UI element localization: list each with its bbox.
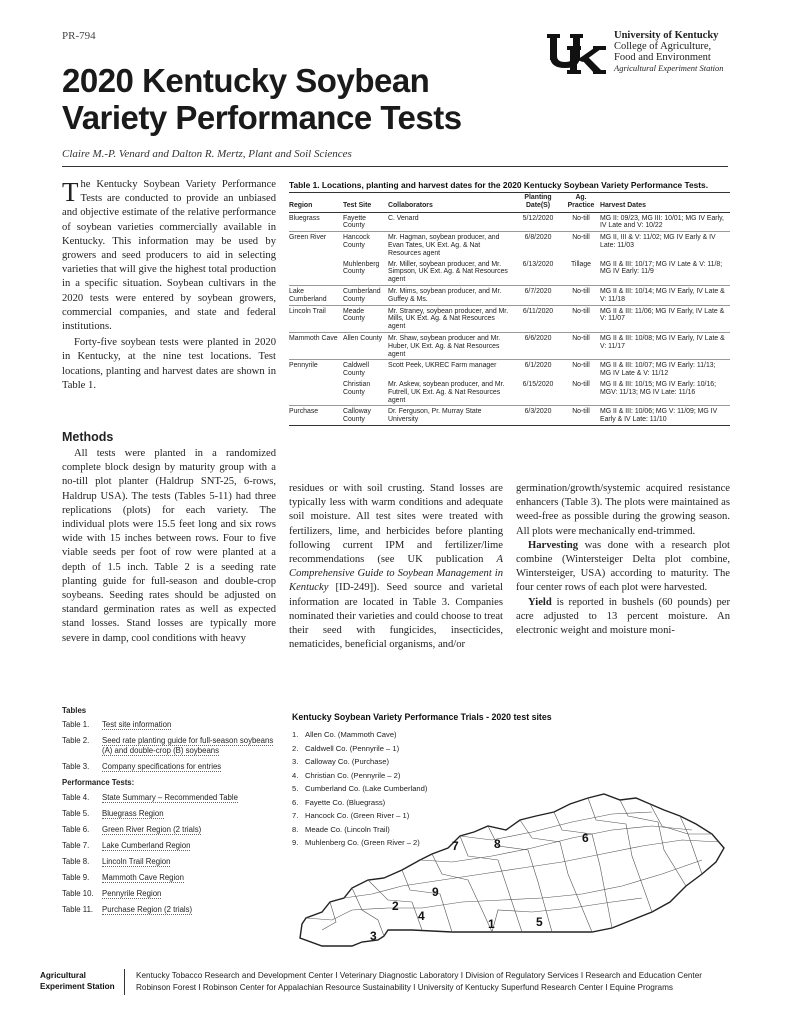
tables-list-item	[62, 736, 276, 756]
table1-header-row	[289, 193, 730, 213]
legend-text: Muhlenberg Co. (Green River – 2)	[305, 838, 420, 847]
table-number: Table 9.	[62, 873, 90, 882]
table1-cell: No-till	[564, 406, 600, 426]
table1-row	[289, 305, 730, 332]
table1-cell: 6/15/2020	[522, 380, 554, 388]
county-lines	[306, 798, 720, 936]
legend-number: 5.	[292, 784, 299, 793]
table1-row	[289, 259, 730, 286]
intro-p1-text: he Kentucky Soybean Variety Performance Tests are conducted to provide an unbiased and objective estimate of the relative performance of soybean varieties commercially available in Kentucky. This information may be used by growers and seed producers to aid in selecting varieties that will give the highest total production in a specific situation. Soybean cultivars in the 2020 tests were entered by soybean growers, commercial companies, and state and federal institutions.	[62, 179, 276, 333]
table1-row	[289, 360, 730, 379]
footer-left-line2: Experiment Station	[40, 982, 115, 991]
methods-text-col2	[289, 482, 503, 652]
methods-heading: Methods	[62, 430, 114, 444]
legend-number: 8.	[292, 824, 299, 834]
footer-programs	[136, 970, 702, 993]
table1-cell: Calloway County	[343, 406, 388, 426]
table1	[289, 192, 730, 426]
table1-cell: Mr. Miller, soybean producer, and Mr. Simpson, UK Ext. Ag. & Nat Resources agent	[388, 260, 508, 284]
yield-text: is reported in bushels (60 pounds) per acre adjusted to 13 percent moisture. An electronic weight and moisture moni-	[516, 596, 730, 637]
map-marker-9: 9	[432, 885, 439, 899]
publication-title: A Comprehensive Guide to Soybean Management in Kentucky	[289, 554, 503, 594]
legend-number: 1.	[292, 730, 299, 739]
map-markers	[370, 831, 589, 943]
map-marker-8: 8	[494, 837, 501, 851]
table1-cell: Mr. Shaw, soybean producer and Mr. Huber, UK Ext. Ag. & Nat Resources agent	[388, 332, 514, 359]
table1-cell	[289, 379, 343, 406]
table1-cell: Caldwell County	[343, 360, 388, 379]
map-legend-item	[292, 769, 427, 783]
map-marker-5: 5	[536, 915, 543, 929]
table1-row	[289, 406, 730, 426]
table1-cell: Mr. Askew, soybean producer, and Mr. Futrell, UK Ext. Ag. & Nat Resources agent	[388, 380, 505, 404]
tables-list-item	[62, 762, 276, 772]
table1-cell: Purchase	[289, 406, 343, 426]
table1-row	[289, 232, 730, 259]
methods-text-col3	[516, 482, 730, 638]
title-line2: Variety Performance Tests	[62, 99, 462, 136]
table1-cell: Mr. Mims, soybean producer, and Mr. Guffey & Ms.	[388, 285, 514, 305]
map-legend-item	[292, 742, 427, 756]
map-marker-2: 2	[392, 899, 399, 913]
tables-list-item	[62, 873, 276, 883]
station-name: Agricultural Experiment Station	[614, 63, 724, 73]
table-number: Table 7.	[62, 841, 90, 850]
table-number: Table 4.	[62, 793, 90, 802]
table1-cell: 6/7/2020	[514, 285, 564, 305]
map-marker-7: 7	[452, 839, 459, 853]
table1-cell: Pennyrile	[289, 360, 343, 379]
title-line1: 2020 Kentucky Soybean	[62, 62, 430, 99]
table1-header: Collaborators	[388, 193, 514, 213]
map-marker-4: 4	[418, 909, 425, 923]
methods-col2-paragraph	[289, 482, 503, 652]
table1-cell: Fayette County	[343, 214, 366, 230]
table1-cell: Lincoln Trail	[289, 305, 343, 332]
map-marker-1: 1	[488, 917, 495, 931]
methods-paragraph-1: All tests were planted in a randomized complete block design by maturity group with a no-till plot planter (Haldrup SNT-25, 6-rows, Haldrup USA). The tests (Tables 5-11) had three replications (plots) for each variety. The individual plots were 15.5 feet long and six rows wide with 15 inches between rows. Four to five viable seeds per foot of row were planted at a depth of 1.5 inch. Table 2 is a seeding rate planting guide for full-season and double-crop soybeans. Seeding rates should be adjusted on standard germination rates as well as expected stand losses. Stand losses are typically more severe in damp, cool conditions with heavy	[62, 448, 276, 644]
methods-text-col1	[62, 447, 276, 646]
table1-cell: Cumberland County	[343, 285, 388, 305]
map-marker-3: 3	[370, 929, 377, 943]
footer-divider	[124, 969, 125, 995]
legend-text: Allen Co. (Mammoth Cave)	[305, 730, 397, 739]
tables-list-item	[62, 889, 276, 899]
col2-text-b: [ID-249]). Seed source and varietal information are located in Table 3. Companies nominated their varieties and could choose to treat their seed with fungicides, insecticides, nematicides, beneficial organisms, and/or	[289, 582, 503, 651]
table1-cell: 6/6/2020	[514, 332, 564, 359]
table-number: Table 8.	[62, 857, 90, 866]
table1-cell: MG II & III: 10/14; MG IV Early, IV Late & V: 11/18	[600, 285, 730, 305]
table1-cell: MG II & III: 11/06; MG IV Early, IV Late & V: 11/07	[600, 305, 730, 332]
table-number: Table 11.	[62, 905, 94, 914]
table1-cell: No-till	[564, 305, 600, 332]
yield-label: Yield	[528, 596, 552, 608]
table-description: Seed rate planting guide for full-season soybeans (A) and double-crop (B) soybeans	[102, 736, 274, 755]
table1-row	[289, 212, 730, 232]
document-code: PR-794	[62, 30, 96, 42]
kentucky-outline	[300, 794, 724, 946]
harvesting-text: was done with a research plot combine (Wintersteiger Delta plot combine, Wintersteiger, USA) according to maturity. The four center rows of each plot were harvested.	[516, 539, 730, 594]
table1-cell: No-till	[572, 214, 590, 222]
table1-cell: MG II, III & V: 11/02; MG IV Early & IV Late: 11/03	[600, 232, 730, 259]
table1-cell: 6/1/2020	[514, 360, 564, 379]
table1-cell: 5/12/2020	[522, 214, 554, 222]
table1-cell: MG II: 09/23, MG III: 10/01; MG IV Early, IV Late and V: 10/22	[600, 214, 724, 230]
tables-list-item	[62, 905, 276, 915]
legend-text: Meade Co. (Lincoln Trail)	[305, 824, 390, 834]
college-line1: College of Agriculture,	[614, 41, 712, 52]
table1-cell: Dr. Ferguson, Pr. Murray State University	[388, 406, 514, 426]
table1-cell: Muhlenberg County	[343, 260, 380, 276]
table1-cell	[289, 259, 343, 286]
table-number: Table 1.	[62, 720, 90, 729]
table1-cell: MG II & III: 10/17; MG IV Late & V: 11/8; MG IV Early: 11/9	[600, 260, 723, 276]
map-title: Kentucky Soybean Variety Performance Trials - 2020 test sites	[292, 712, 552, 722]
yield-paragraph	[516, 596, 730, 639]
legend-text: Hancock Co. (Green River – 1)	[305, 811, 410, 820]
kentucky-map	[292, 790, 732, 952]
table1-cell: Scott Peek, UKREC Farm manager	[388, 360, 514, 379]
university-name: University of Kentucky	[614, 30, 719, 41]
legend-text: Cumberland Co. (Lake Cumberland)	[305, 784, 428, 793]
map-legend-item	[292, 728, 427, 742]
intro-paragraph-1	[62, 178, 276, 334]
uk-logo-icon	[545, 32, 607, 76]
dropcap: T	[62, 177, 79, 207]
table1-cell: MG II & III: 10/08; MG IV Early, IV Late & V: 11/17	[600, 332, 730, 359]
legend-number: 4.	[292, 770, 299, 780]
legend-text: Calloway Co. (Purchase)	[305, 757, 389, 766]
table1-row	[289, 285, 730, 305]
page-title	[62, 62, 532, 136]
table1-cell: 6/3/2020	[514, 406, 564, 426]
table-description: Green River Region (2 trials)	[102, 825, 202, 834]
table1-row	[289, 379, 730, 406]
table1-cell: Mammoth Cave	[289, 332, 343, 359]
footer-right-line1: Kentucky Tobacco Research and Development Center I Veterinary Diagnostic Laboratory I Division of Regulatory Services I Research and Education Center	[136, 971, 702, 980]
table1-cell: Christian County	[343, 380, 371, 396]
table1-cell: C. Venard	[388, 214, 419, 222]
intro-paragraph-2: Forty-five soybean tests were planted in 2020 in Kentucky, at the nine test locations. Test locations, planting and harvest dates are shown in Table 1.	[62, 337, 276, 391]
table1-cell: Green River	[289, 232, 343, 259]
table1-header: Harvest Dates	[600, 193, 730, 213]
table1-header: Ag. Practice	[564, 193, 600, 213]
col2-text-a: residues or with soil crusting. Stand losses are typically less with warm conditions and adequate soil moisture. All test sites were treated with fertilizers, lime, and herbicides before planting following current IPM and fertilizer/lime recommendations (see UK publication	[289, 483, 503, 566]
table1-cell: No-till	[564, 360, 600, 379]
legend-text: Caldwell Co. (Pennyrile – 1)	[305, 743, 400, 753]
table1-cell: No-till	[572, 380, 590, 388]
tables-list-item	[62, 809, 276, 819]
table-description: State Summary – Recommended Table	[102, 793, 238, 802]
legend-number: 9.	[292, 838, 299, 847]
footer-station	[40, 970, 115, 992]
header-rule	[62, 166, 728, 167]
university-block	[614, 30, 724, 74]
table1-row	[289, 332, 730, 359]
table1-cell: Mr. Straney, soybean producer, and Mr. Mills, UK Ext. Ag. & Nat Resources agent	[388, 305, 514, 332]
table1-cell: MG II & III: 10/15; MG IV Early: 10/16; MGV: 11/13; MG IV Late: 11/16	[600, 380, 717, 396]
college-line2: Food and Environment	[614, 52, 711, 63]
table-number: Table 5.	[62, 809, 90, 818]
legend-number: 3.	[292, 757, 299, 766]
table1-header: Test Site	[343, 193, 388, 213]
table-description: Mammoth Cave Region	[102, 873, 184, 882]
table1-cell: 6/11/2020	[514, 305, 564, 332]
table-description: Lake Cumberland Region	[102, 841, 191, 850]
table1-cell: Hancock County	[343, 232, 388, 259]
table1-header: Region	[289, 193, 343, 213]
table1-cell: MG II & III: 10/07; MG IV Early: 11/13; MG IV Late & V: 11/12	[600, 360, 730, 379]
intro-text	[62, 178, 276, 395]
table1-cell: Bluegrass	[289, 214, 320, 222]
table1-cell: Mr. Hagman, soybean producer, and Evan Tates, UK Ext. Ag. & Nat Resources agent	[388, 232, 514, 259]
tables-list-item	[62, 825, 276, 835]
legend-text: Christian Co. (Pennyrile – 2)	[305, 770, 401, 780]
table1-header: Planting Date(S)	[514, 193, 564, 213]
table-description: Company specifications for entries	[102, 762, 222, 771]
table1-cell: 6/13/2020	[522, 260, 554, 268]
harvesting-paragraph	[516, 539, 730, 596]
tables-list-heading: Tables	[62, 706, 87, 715]
tables-list-item	[62, 793, 276, 803]
tables-list	[62, 706, 276, 921]
table-number: Table 3.	[62, 762, 90, 771]
table1-caption: Table 1. Locations, planting and harvest dates for the 2020 Kentucky Soybean Variety Performance Tests.	[289, 180, 709, 190]
table-number: Table 2.	[62, 736, 90, 745]
table1-cell: No-till	[564, 232, 600, 259]
table1-cell: 6/8/2020	[514, 232, 564, 259]
legend-text: Fayette Co. (Bluegrass)	[305, 797, 386, 807]
table1-cell: Allen County	[343, 332, 388, 359]
table-number: Table 6.	[62, 825, 90, 834]
table-description: Purchase Region (2 trials)	[102, 905, 193, 914]
map-marker-6: 6	[582, 831, 589, 845]
methods-col3-paragraph: germination/growth/systemic acquired resistance enhancers (Table 3). The plots were maintained as weed-free as possible during the growing season. All plots were mechanically end-trimmed.	[516, 483, 730, 537]
table1-cell: No-till	[564, 332, 600, 359]
footer-left-line1: Agricultural	[40, 971, 86, 980]
footer-right-line2: Robinson Forest I Robinson Center for Appalachian Resource Sustainability I University of Kentucky Superfund Research Center I Equine Programs	[136, 982, 674, 992]
tables-list-item	[62, 857, 276, 867]
legend-number: 7.	[292, 811, 299, 820]
authors: Claire M.-P. Venard and Dalton R. Mertz, Plant and Soil Sciences	[62, 148, 352, 160]
tables-list-item	[62, 720, 276, 730]
table-number: Table 10.	[62, 889, 94, 898]
table-description: Pennyrile Region	[102, 889, 162, 898]
performance-tests-heading: Performance Tests:	[62, 778, 135, 787]
table1-cell: Tillage	[570, 260, 592, 268]
tables-list-item	[62, 841, 276, 851]
table1-cell: Lake Cumberland	[289, 285, 343, 305]
legend-number: 2.	[292, 743, 299, 753]
map-legend-item	[292, 755, 427, 769]
table-description: Test site information	[102, 720, 172, 729]
table1-cell: Meade County	[343, 305, 388, 332]
table-description: Bluegrass Region	[102, 809, 164, 818]
harvesting-label: Harvesting	[528, 539, 579, 551]
table-description: Lincoln Trail Region	[102, 857, 171, 866]
table1-cell: No-till	[564, 285, 600, 305]
legend-number: 6.	[292, 797, 299, 807]
table1-cell: MG II & III: 10/06; MG V: 11/09; MG IV Early & IV Late: 11/10	[600, 406, 730, 426]
